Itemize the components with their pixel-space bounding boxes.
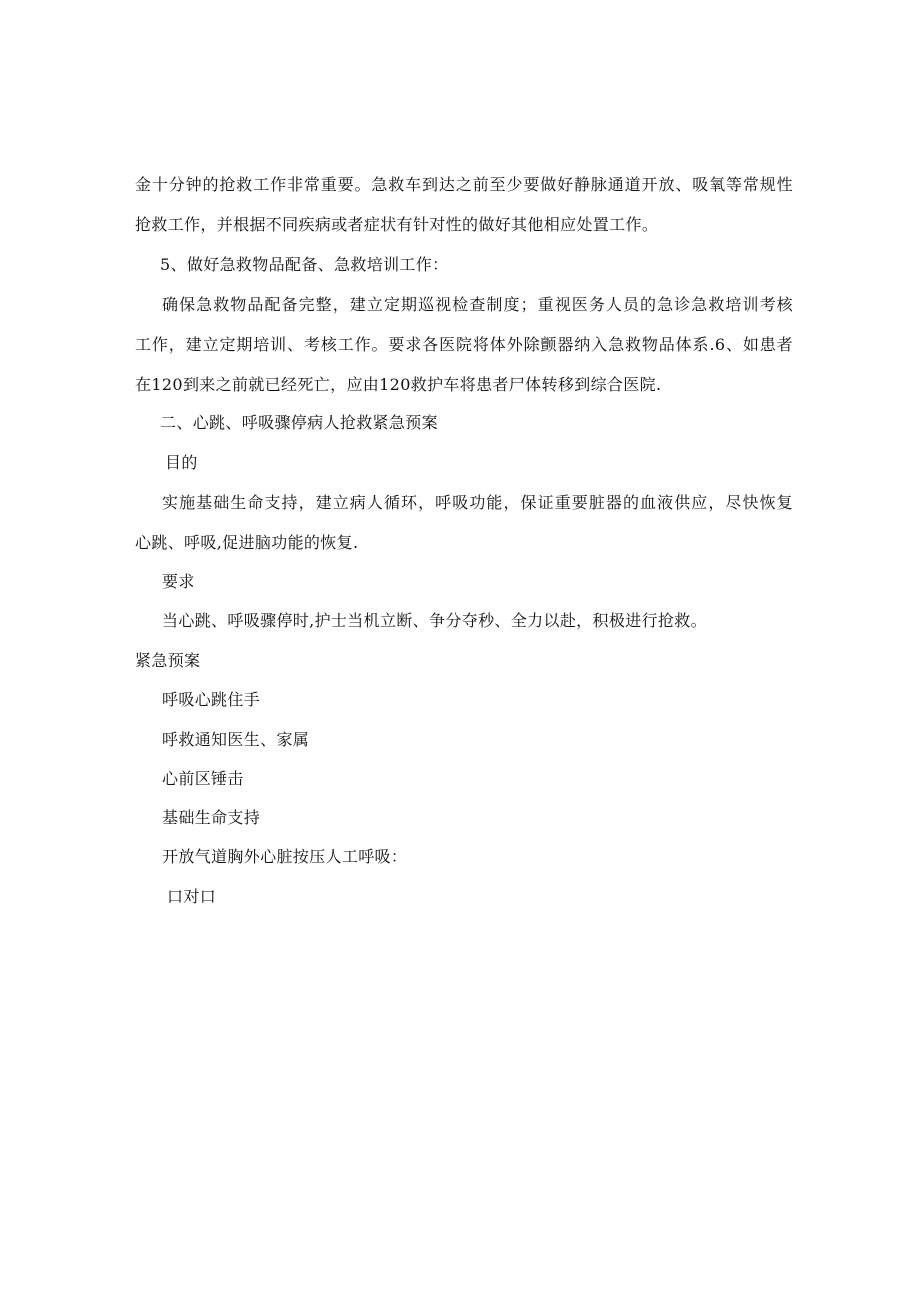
subheading-emergency-plan: 紧急预案 — [135, 651, 201, 670]
subheading-requirements: 要求 — [162, 572, 195, 591]
paragraph-line-3: 确保急救物品配备完整，建立定期巡视检查制度；重视医务人员的急诊急救培训考核 — [162, 295, 793, 314]
subheading-purpose: 目的 — [165, 453, 198, 472]
list-item-5: 开放气道胸外心脏按压人工呼吸： — [162, 847, 408, 866]
paragraph-line-7: 心跳、呼吸,促进脑功能的恢复. — [135, 533, 359, 552]
paragraph-line-1: 金十分钟的抢救工作非常重要。急救车到达之前至少要做好静脉通道开放、吸氧等常规性 — [135, 175, 793, 194]
list-item-4: 基础生命支持 — [162, 808, 261, 827]
paragraph-line-6: 实施基础生命支持，建立病人循环，呼吸功能，保证重要脏器的血液供应，尽快恢复 — [162, 493, 793, 512]
paragraph-line-5: 在120到来之前就已经死亡，应由120救护车将患者尸体转移到综合医院. — [135, 375, 662, 394]
paragraph-line-4: 工作，建立定期培训、考核工作。要求各医院将体外除颤器纳入急救物品体系.6、如患者 — [135, 335, 793, 354]
paragraph-line-2: 抢救工作，并根据不同疾病或者症状有针对性的做好其他相应处置工作。 — [135, 215, 659, 234]
list-item-2: 呼救通知医生、家属 — [162, 730, 310, 749]
section-heading-5: 5、做好急救物品配备、急救培训工作： — [160, 255, 449, 274]
list-item-1: 呼吸心跳住手 — [162, 690, 261, 709]
section-heading-2: 二、心跳、呼吸骤停病人抢救紧急预案 — [160, 413, 438, 432]
list-item-6: 口对口 — [167, 887, 217, 906]
paragraph-line-8: 当心跳、呼吸骤停时,护士当机立断、争分夺秒、全力以赴，积极进行抢救。 — [162, 611, 707, 630]
list-item-3: 心前区锤击 — [162, 769, 244, 788]
